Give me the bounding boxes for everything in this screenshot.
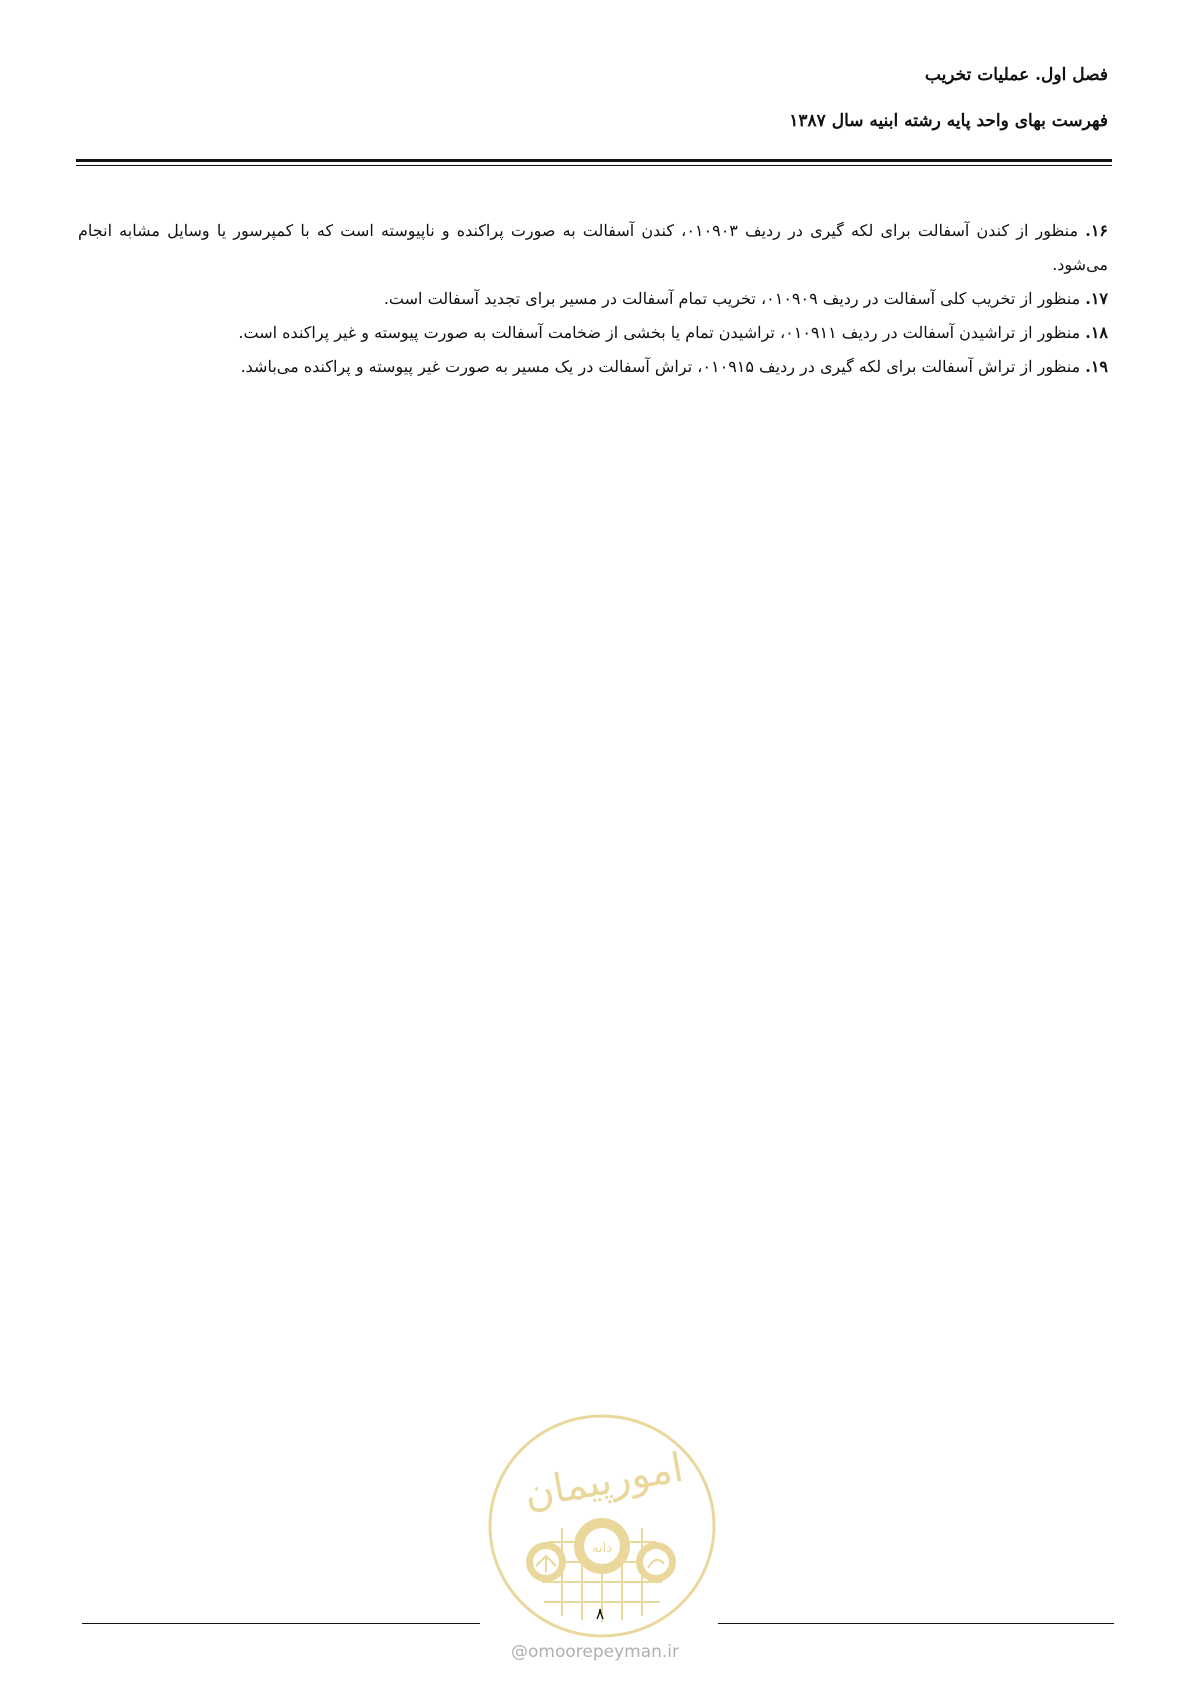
paragraph-number: ۱۹. xyxy=(1085,357,1108,376)
site-credit: @omoorepeyman.ir xyxy=(510,1642,680,1662)
footer-divider-left xyxy=(82,1623,480,1624)
paragraph-18 xyxy=(78,316,1108,350)
document-title: فهرست بهای واحد پایه رشته ابنیه سال ۱۳۸۷ xyxy=(789,111,1108,131)
footer-divider-right xyxy=(718,1623,1114,1624)
page-header xyxy=(108,62,1108,134)
paragraph-16 xyxy=(78,214,1108,282)
paragraph-text: منظور از تخریب کلی آسفالت در ردیف ۰۱۰۹۰۹، تخریب تمام آسفالت در مسیر برای تجدید آسفالت است. xyxy=(383,289,1086,308)
paragraph-text: منظور از کندن آسفالت برای لکه گیری در ردیف ۰۱۰۹۰۳، کندن آسفالت به صورت پراکنده و ناپیوسته است که با کمپرسور یا وسایل مشابه انجام می‌شود. xyxy=(78,221,1108,274)
paragraph-text: منظور از تراش آسفالت برای لکه گیری در ردیف ۰۱۰۹۱۵، تراش آسفالت در یک مسیر به صورت غیر پیوسته و پراکنده می‌باشد. xyxy=(240,357,1086,376)
header-divider-thin xyxy=(76,165,1112,166)
page-number: ۸ xyxy=(595,1604,605,1623)
paragraph-text: منظور از تراشیدن آسفالت در ردیف ۰۱۰۹۱۱، تراشیدن تمام یا بخشی از ضخامت آسفالت به صورت پیوسته و غیر پراکنده است. xyxy=(238,323,1086,342)
paragraph-17 xyxy=(78,282,1108,316)
header-divider-thick xyxy=(76,159,1112,162)
paragraph-number: ۱۶. xyxy=(1085,221,1108,240)
logo-text: امورپیمان xyxy=(520,1444,687,1518)
paragraph-number: ۱۸. xyxy=(1085,323,1108,342)
paragraph-number: ۱۷. xyxy=(1085,289,1108,308)
emblem-text: دانه xyxy=(592,1541,612,1556)
chapter-title: فصل اول. عملیات تخریب xyxy=(924,65,1108,85)
body-text xyxy=(78,214,1108,384)
paragraph-19 xyxy=(78,350,1108,384)
